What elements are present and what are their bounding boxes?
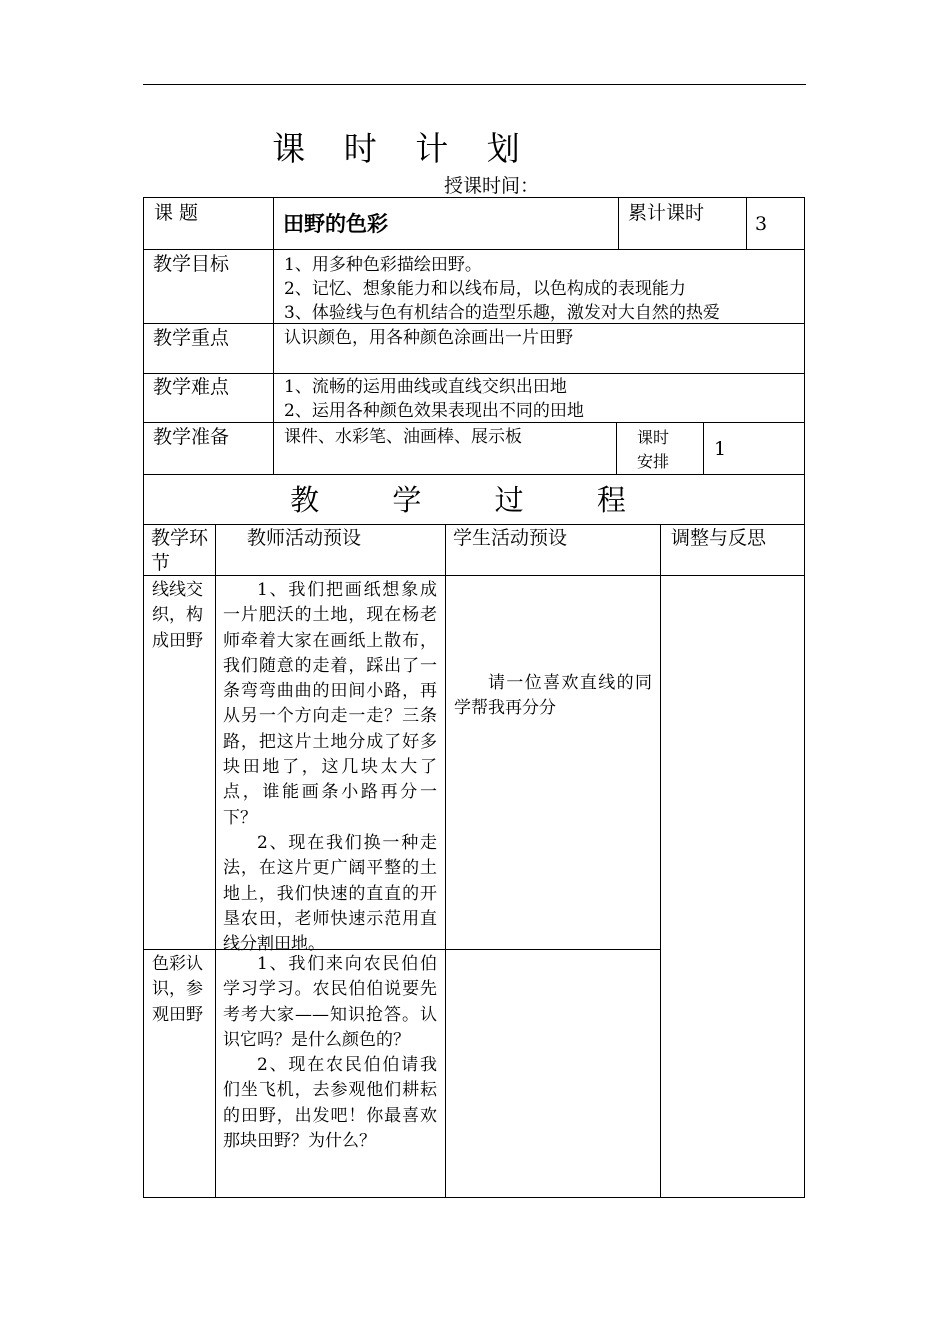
column-header-teacher: 教师活动预设 <box>247 527 362 549</box>
teacher-activity-2 <box>223 952 437 1154</box>
teacher-paragraph: 2、现在农民伯伯请我们坐飞机，去参观他们耕耘的田野，出发吧！你最喜欢那块田野？为什么？ <box>223 1055 437 1152</box>
goals-label: 教学目标 <box>153 253 230 275</box>
goal-item: 3、体验线与色有机结合的造型乐趣，激发对大自然的热爱 <box>284 303 720 323</box>
lesson-plan-table <box>143 197 805 1198</box>
stage-color-recognition: 色彩认识，参观田野 <box>152 954 203 1025</box>
hours-arrangement-label-line1: 课时 <box>637 428 670 447</box>
page-title: 课 时 计 划 <box>272 129 534 168</box>
teacher-paragraph: 1、我们来向农民伯伯学习学习。农民伯伯说要先考考大家——知识抢答。认识它吗？是什么颜色的？ <box>223 954 437 1050</box>
cumulative-hours-label: 累计课时 <box>628 202 705 224</box>
header-rule <box>143 84 806 85</box>
preparation-label: 教学准备 <box>153 426 230 448</box>
preparation-value: 课件、水彩笔、油画棒、展示板 <box>284 427 522 447</box>
goal-item: 1、用多种色彩描绘田野。 <box>284 255 482 275</box>
column-header-student: 学生活动预设 <box>453 527 568 549</box>
lesson-time-label: 授课时间： <box>444 175 540 197</box>
difficulty-item: 2、运用各种颜色效果表现出不同的田地 <box>284 401 584 421</box>
topic-label: 课 题 <box>154 202 199 224</box>
goal-item: 2、记忆、想象能力和以线布局，以色构成的表现能力 <box>284 279 686 299</box>
difficulty-label: 教学难点 <box>153 376 230 398</box>
teacher-activity-1 <box>223 578 437 957</box>
column-header-stage: 教学环节 <box>151 527 209 574</box>
stage-lines-forming-fields: 线线交织，构成田野 <box>152 580 203 651</box>
topic-value: 田野的色彩 <box>283 212 388 236</box>
process-heading: 教 学 过 程 <box>290 483 658 517</box>
student-activity-1 <box>454 671 652 722</box>
hours-arrangement-value: 1 <box>714 438 727 460</box>
student-paragraph: 请一位喜欢直线的同学帮我再分分 <box>454 673 652 719</box>
difficulty-item: 1、流畅的运用曲线或直线交织出田地 <box>284 377 567 397</box>
column-header-reflection: 调整与反思 <box>671 527 767 549</box>
teacher-paragraph: 1、我们把画纸想象成一片肥沃的土地，现在杨老师牵着大家在画纸上散布，我们随意的走着，踩出了一条弯弯曲曲的田间小路，再从另一个方向走一走？三条路，把这片土地分成了好多块田地了，这几块太大了点，谁能画条小路再分一下？ <box>223 580 437 828</box>
key-point-label: 教学重点 <box>153 327 230 349</box>
key-point-value: 认识颜色，用各种颜色涂画出一片田野 <box>284 328 573 348</box>
hours-arrangement-label-line2: 安排 <box>637 452 670 471</box>
teacher-paragraph: 2、现在我们换一种走法，在这片更广阔平整的土地上，我们快速的直直的开垦农田，老师快速示范用直线分割田地。 <box>223 832 437 955</box>
cumulative-hours-value: 3 <box>755 213 768 235</box>
